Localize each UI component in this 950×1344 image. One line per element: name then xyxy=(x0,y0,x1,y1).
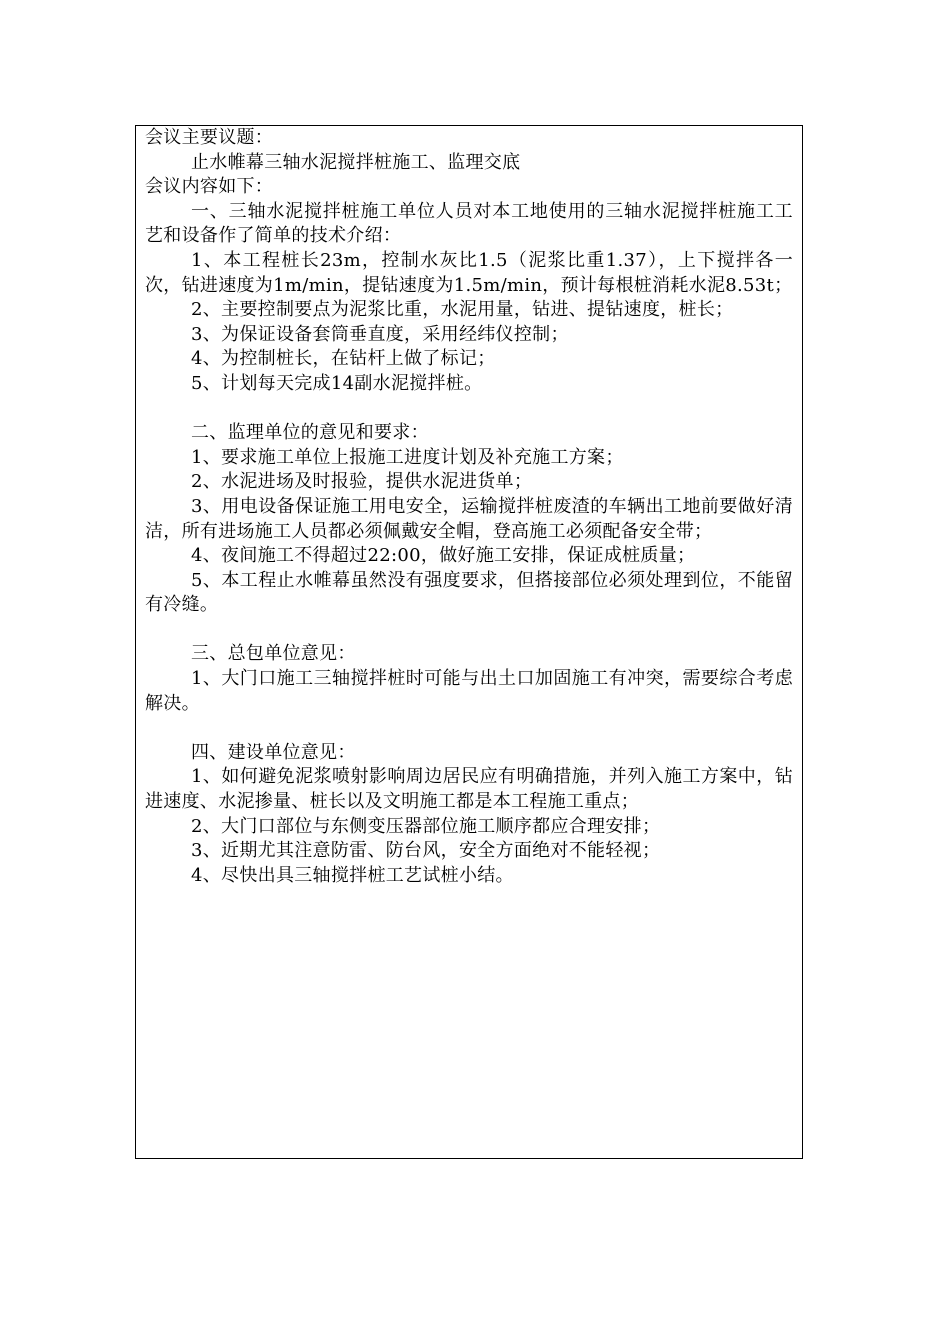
section2-item: 1、要求施工单位上报施工进度计划及补充施工方案； xyxy=(191,446,624,468)
section1-item: 3、为保证设备套筒垂直度，采用经纬仪控制； xyxy=(191,323,569,345)
section4-heading: 四、建设单位意见： xyxy=(191,741,356,763)
section1-item: 4、为控制桩长，在钻杆上做了标记； xyxy=(191,348,496,370)
blank-line xyxy=(145,716,793,741)
section1-item: 5、计划每天完成14副水泥搅拌桩。 xyxy=(191,372,483,394)
section2-item: 4、夜间施工不得超过22:00，做好施工安排，保证成桩质量； xyxy=(191,545,696,567)
content-label: 会议内容如下： xyxy=(145,176,274,198)
section2-item: 3、用电设备保证施工用电安全，运输搅拌桩废渣的车辆出工地前要做好清洁，所有进场施工人员都必须佩戴安全帽，登高施工必须配备安全带； xyxy=(145,495,793,542)
section2-heading: 二、监理单位的意见和要求： xyxy=(191,422,429,444)
section3-heading: 三、总包单位意见： xyxy=(191,643,356,665)
section4-item: 4、尽快出具三轴搅拌桩工艺试桩小结。 xyxy=(191,864,514,886)
blank-line xyxy=(145,397,793,422)
meeting-minutes-box xyxy=(135,125,803,1159)
section1-heading: 一、三轴水泥搅拌桩施工单位人员对本工地使用的三轴水泥搅拌桩施工工艺和设备作了简单的技术介绍： xyxy=(145,200,793,247)
blank-line xyxy=(145,618,793,643)
section4-item: 2、大门口部位与东侧变压器部位施工顺序都应合理安排； xyxy=(191,815,661,837)
section1-item: 1、本工程桩长23m，控制水灰比1.5（泥浆比重1.37），上下搅拌各一次，钻进速度为1m/min，提钻速度为1.5m/min，预计每根桩消耗水泥8.53t； xyxy=(145,249,793,296)
section3-item: 1、大门口施工三轴搅拌桩时可能与出土口加固施工有冲突，需要综合考虑解决。 xyxy=(145,668,793,714)
section4-item: 3、近期尤其注意防雷、防台风，安全方面绝对不能轻视； xyxy=(191,840,661,862)
section2-item: 2、水泥进场及时报验，提供水泥进货单； xyxy=(191,471,533,493)
topic-label: 会议主要议题： xyxy=(145,127,274,148)
section1-item: 2、主要控制要点为泥浆比重，水泥用量，钻进、提钻速度，桩长； xyxy=(191,299,734,321)
topic-text: 止水帷幕三轴水泥搅拌桩施工、监理交底 xyxy=(191,151,521,173)
section4-item: 1、如何避免泥浆喷射影响周边居民应有明确措施，并列入施工方案中，钻进速度、水泥掺量、桩长以及文明施工都是本工程施工重点； xyxy=(145,766,793,813)
section2-item: 5、本工程止水帷幕虽然没有强度要求，但搭接部位必须处理到位，不能留有冷缝。 xyxy=(145,569,793,616)
